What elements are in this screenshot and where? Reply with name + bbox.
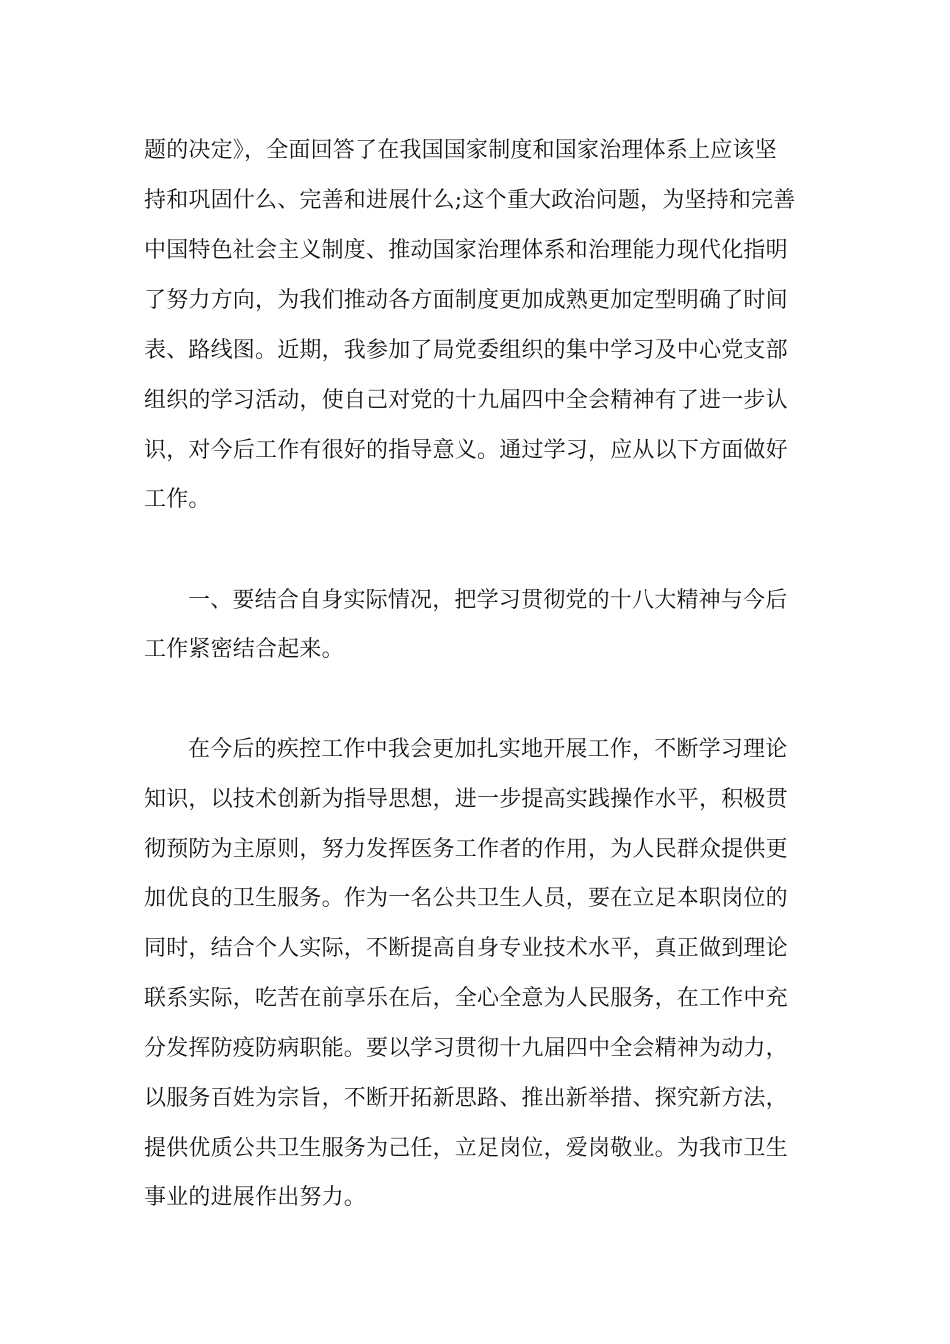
paragraph-1-line-2: 持和巩固什么、完善和进展什么;这个重大政治问题，为坚持和完善 (144, 188, 796, 213)
section-heading-line-1: 一、要结合自身实际情况，把学习贯彻党的十八大精神与今后 (188, 588, 788, 613)
paragraph-1-line-5: 表、路线图。近期，我参加了局党委组织的集中学习及中心党支部 (144, 338, 788, 363)
paragraph-1-line-6: 组织的学习活动，使自己对党的十九届四中全会精神有了进一步认 (144, 388, 788, 413)
paragraph-1-line-8: 工作。 (144, 487, 211, 512)
paragraph-3-line-8: 以服务百姓为宗旨，不断开拓新思路、推出新举措、探究新方法， (144, 1086, 788, 1111)
paragraph-3-line-5: 同时，结合个人实际，不断提高自身专业技术水平，真正做到理论 (144, 936, 788, 961)
section-heading-line-2: 工作紧密结合起来。 (144, 637, 344, 662)
paragraph-1-line-3: 中国特色社会主义制度、推动国家治理体系和治理能力现代化指明 (144, 238, 788, 263)
paragraph-1-line-1: 题的决定》，全面回答了在我国国家制度和国家治理体系上应该坚 (144, 138, 777, 163)
paragraph-3-line-7: 分发挥防疫防病职能。要以学习贯彻十九届四中全会精神为动力， (144, 1036, 788, 1061)
paragraph-3-line-3: 彻预防为主原则，努力发挥医务工作者的作用，为人民群众提供更 (144, 837, 788, 862)
paragraph-3-line-6: 联系实际，吃苦在前享乐在后，全心全意为人民服务，在工作中充 (144, 986, 788, 1011)
paragraph-3-line-10: 事业的进展作出努力。 (144, 1185, 367, 1210)
paragraph-3-line-1: 在今后的疾控工作中我会更加扎实地开展工作，不断学习理论 (188, 737, 788, 762)
paragraph-3-line-2: 知识，以技术创新为指导思想，进一步提高实践操作水平，积极贯 (144, 787, 788, 812)
paragraph-1-line-4: 了努力方向，为我们推动各方面制度更加成熟更加定型明确了时间 (144, 288, 788, 313)
paragraph-1-line-7: 识，对今后工作有很好的指导意义。通过学习，应从以下方面做好 (144, 438, 788, 463)
paragraph-3-line-9: 提供优质公共卫生服务为己任，立足岗位，爱岗敬业。为我市卫生 (144, 1136, 788, 1161)
paragraph-3-line-4: 加优良的卫生服务。作为一名公共卫生人员，要在立足本职岗位的 (144, 886, 788, 911)
